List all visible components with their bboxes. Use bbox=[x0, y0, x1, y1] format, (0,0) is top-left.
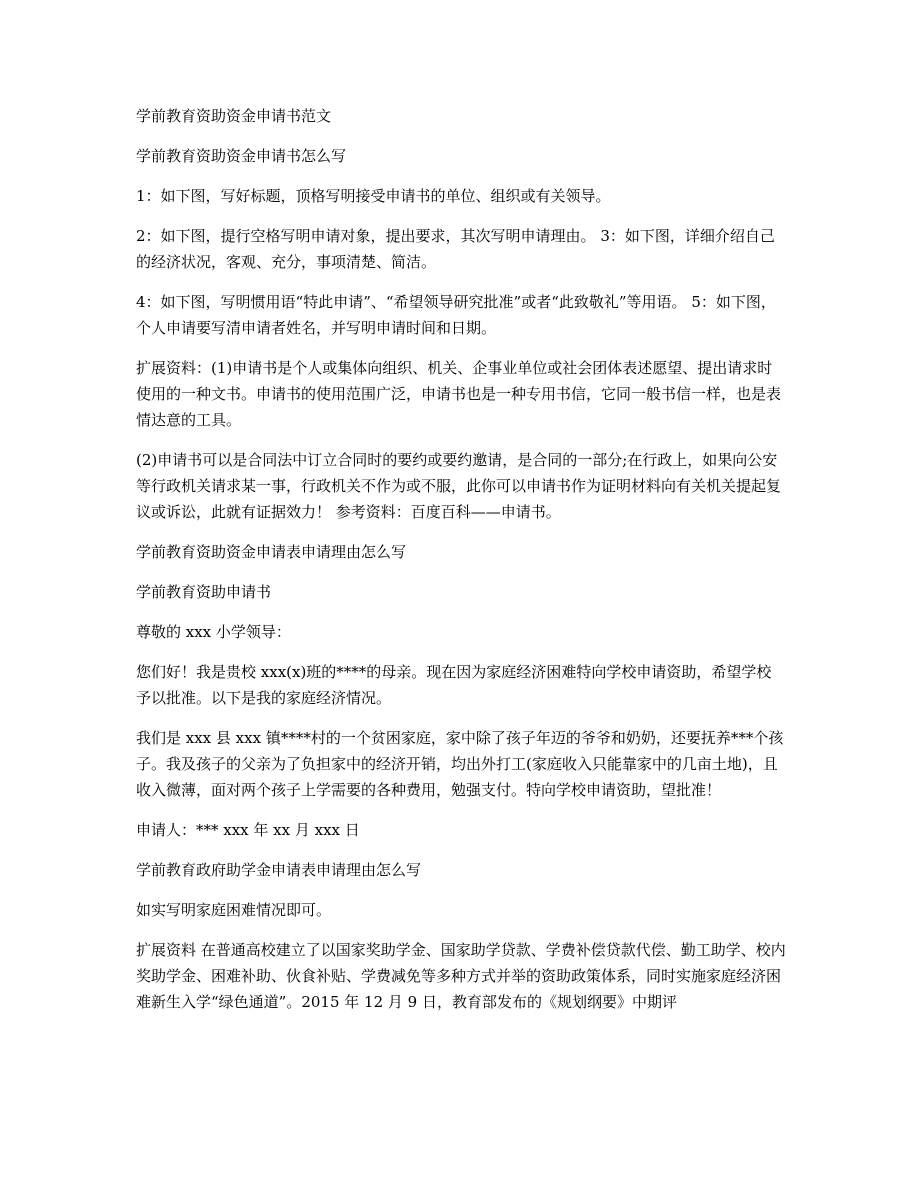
salutation: 尊敬的 xxx 小学领导： bbox=[136, 623, 291, 641]
section-heading: 学前教育资助资金申请书怎么写 bbox=[136, 147, 347, 165]
section-heading: 学前教育政府助学金申请表申请理由怎么写 bbox=[136, 861, 422, 879]
paragraph: 扩展资料 在普通高校建立了以国家奖助学金、国家助学贷款、学费补偿贷款代偿、勤工助学、校内奖助学金、困难补助、伙食补贴、学费减免等多种方式并举的资助政策体系，同时实施家庭经济困难新生入学“绿色通道”。2015 年 12 月 9 日，教育部发布的《规划纲要》中期评 bbox=[136, 941, 786, 1011]
document-title: 学前教育资助资金申请书范文 bbox=[136, 107, 332, 125]
section-heading: 学前教育资助资金申请表申请理由怎么写 bbox=[136, 543, 407, 561]
document-body bbox=[136, 103, 786, 1029]
paragraph: 我们是 xxx 县 xxx 镇****村的一个贫困家庭，家中除了孩子年迈的爷爷和奶奶，还要抚养***个孩子。我及孩子的父亲为了负担家中的经济开销，均出外打工(家庭收入只能靠家中的几亩土地)，且收入微薄，面对两个孩子上学需要的各种费用，勉强支付。特向学校申请资助，望批准！ bbox=[136, 729, 784, 799]
paragraph: (2)申请书可以是合同法中订立合同时的要约或要约邀请，是合同的一部分;在行政上，如果向公安等行政机关请求某一事，行政机关不作为或不服，此你可以申请书作为证明材料向有关机关提起复议或诉讼，此就有证据效力！ 参考资料：百度百科——申请书。 bbox=[136, 451, 782, 521]
section-heading: 学前教育资助申请书 bbox=[136, 583, 272, 601]
paragraph: 如实写明家庭困难情况即可。 bbox=[136, 901, 332, 919]
paragraph: 您们好！我是贵校 xxx(x)班的****的母亲。现在因为家庭经济困难特向学校申请资助，希望学校予以批准。以下是我的家庭经济情况。 bbox=[136, 663, 772, 707]
paragraph: 1：如下图，写好标题，顶格写明接受申请书的单位、组织或有关领导。 bbox=[136, 187, 611, 205]
signature-line: 申请人：*** xxx 年 xx 月 xxx 日 bbox=[136, 821, 360, 839]
paragraph: 4：如下图，写明惯用语“特此申请”、“希望领导研究批准”或者“此致敬礼”等用语。 5：如下图，个人申请要写清申请者姓名，并写明申请时间和日期。 bbox=[136, 293, 776, 337]
paragraph: 扩展资料：(1)申请书是个人或集体向组织、机关、企事业单位或社会团体表述愿望、提出请求时使用的一种文书。申请书的使用范围广泛，申请书也是一种专用书信，它同一般书信一样，也是表情达意的工具。 bbox=[136, 359, 782, 429]
paragraph: 2：如下图，提行空格写明申请对象，提出要求，其次写明申请理由。 3：如下图，详细介绍自己的经济状况，客观、充分，事项清楚、简洁。 bbox=[136, 227, 775, 271]
